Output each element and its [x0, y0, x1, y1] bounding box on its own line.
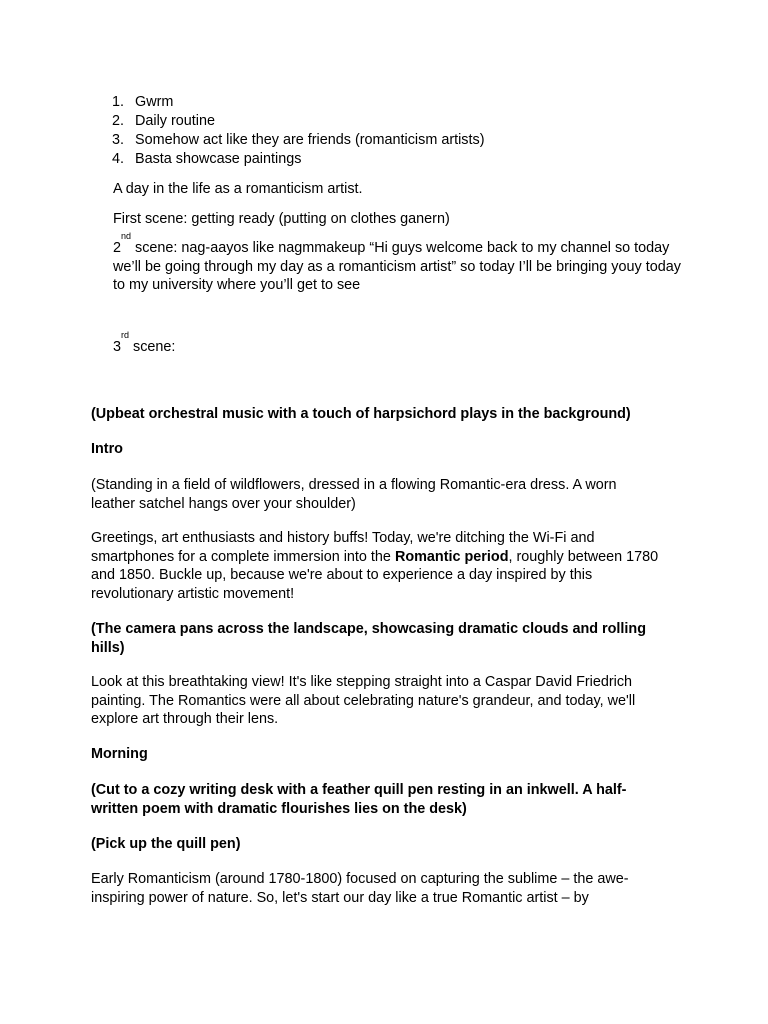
- third-scene-line: [113, 330, 683, 357]
- greeting-paragraph: Greetings, art enthusiasts and history buffs! Today, we're ditching the Wi-Fi and smartphones for a complete immersion into the Romantic period, roughly between 1780 and 1850. Buckle up, because we're about to experience a day inspired by this revolutionary artistic movement!: [91, 530, 659, 602]
- list-number: 3.: [112, 132, 125, 148]
- list-number: 1.: [112, 94, 125, 110]
- third-scene-ordinal: rd: [121, 330, 130, 340]
- list-text: Somehow act like they are friends (romanticism artists): [135, 132, 485, 148]
- second-scene-paragraph: [113, 231, 683, 295]
- second-scene-number: 2: [113, 240, 122, 256]
- second-scene-text: scene: nag-aayos like nagmmakeup “Hi guys welcome back to my channel so today we’ll be going through my day as a romanticism artist” so today I’ll be bringing youy today to my university where you’ll get to see: [113, 240, 681, 293]
- numbered-list: [112, 93, 712, 169]
- camera-cue: (The camera pans across the landscape, showcasing dramatic clouds and rolling hills): [91, 621, 647, 656]
- list-text: Daily routine: [135, 113, 215, 129]
- list-item: [112, 131, 712, 150]
- list-item: [112, 112, 712, 131]
- first-scene-line: First scene: getting ready (putting on clothes ganern): [113, 211, 450, 227]
- list-text: Gwrm: [135, 94, 174, 110]
- early-romanticism-paragraph: Early Romanticism (around 1780-1800) focused on capturing the sublime – the awe-inspiring power of nature. So, let's start our day like a true Romantic artist – by: [91, 871, 629, 906]
- second-scene-ordinal: nd: [121, 231, 132, 241]
- list-number: 4.: [112, 151, 125, 167]
- list-text: Basta showcase paintings: [135, 151, 302, 167]
- quill-cue: (Pick up the quill pen): [91, 836, 241, 852]
- view-paragraph: Look at this breathtaking view! It's like stepping straight into a Caspar David Friedrich painting. The Romantics were all about celebrating nature's grandeur, and today, we'll explore art through their lens.: [91, 674, 636, 727]
- third-scene-number: 3: [113, 339, 122, 355]
- list-item: [112, 93, 712, 112]
- third-scene-text: scene:: [129, 339, 176, 355]
- list-item: [112, 150, 712, 169]
- intro-stage-direction: (Standing in a field of wildflowers, dressed in a flowing Romantic-era dress. A worn leather satchel hangs over your shoulder): [91, 477, 617, 512]
- music-cue: (Upbeat orchestral music with a touch of harpsichord plays in the background): [91, 406, 631, 422]
- day-in-life-line: A day in the life as a romanticism artist.: [113, 181, 363, 197]
- desk-cue: (Cut to a cozy writing desk with a feather quill pen resting in an inkwell. A half-written poem with dramatic flourishes lies on the desk): [91, 782, 627, 817]
- morning-heading: Morning: [91, 746, 148, 762]
- list-number: 2.: [112, 113, 125, 129]
- romantic-period-bold: Romantic period: [394, 548, 509, 565]
- intro-heading: Intro: [91, 441, 123, 457]
